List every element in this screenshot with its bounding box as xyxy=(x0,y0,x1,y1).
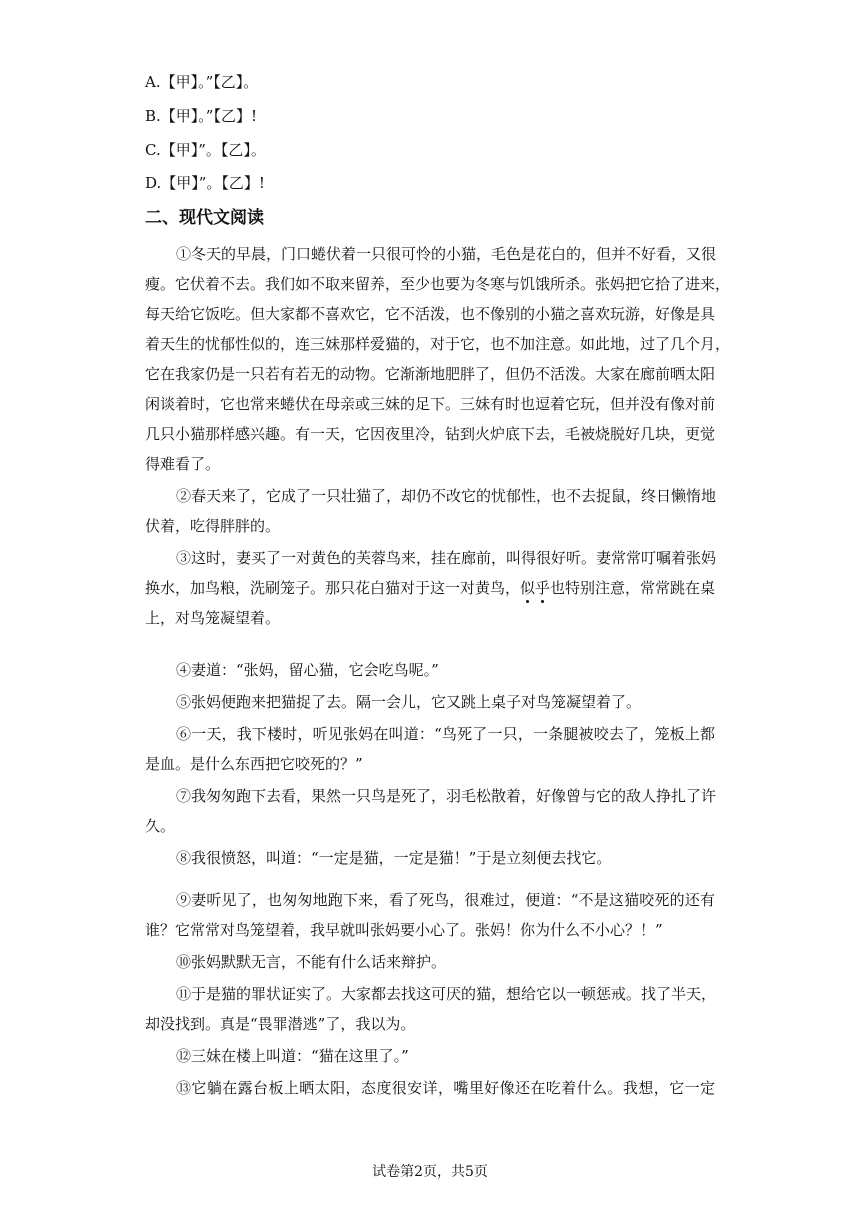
passage-line: 瘦。它伏着不去。我们如不取来留养，至少也要为冬寒与饥饿所杀。张妈把它拾了进来， xyxy=(145,275,731,293)
passage-line: ④妻道：“张妈，留心猫，它会吃鸟呢。” xyxy=(176,661,439,679)
passage-line: ⑧我很愤怒，叫道：“一定是猫，一定是猫！”于是立刻便去找它。 xyxy=(176,849,612,867)
passage-line: ①冬天的早晨，门口蜷伏着一只很可怜的小猫，毛色是花白的，但并不好看，又很 xyxy=(176,245,717,263)
passage-line: ⑦我匆匆跑下去看，果然一只鸟是死了，羽毛松散着，好像曾与它的敌人挣扎了许 xyxy=(176,787,717,805)
passage-line: 它在我家仍是一只若有若无的动物。它渐渐地肥胖了，但仍不活泼。大家在廊前晒太阳 xyxy=(145,365,716,383)
passage-line: 上，对鸟笼凝望着。 xyxy=(145,609,281,627)
option-d: D.【甲】”。【乙】! xyxy=(145,174,265,192)
page-footer: 试卷第2页，共5页 xyxy=(372,1164,488,1180)
emphasis-char: 似 xyxy=(520,579,536,597)
passage-line: ⑬它躺在露台板上晒太阳，态度很安详，嘴里好像还在吃着什么。我想，它一定 xyxy=(176,1079,715,1097)
section-title: 二、现代文阅读 xyxy=(145,208,264,228)
option-c: C.【甲】”。【乙】。 xyxy=(145,141,266,159)
passage-line: ②春天来了，它成了一只壮猫了，却仍不改它的忧郁性，也不去捉鼠，终日懒惰地 xyxy=(176,487,717,505)
passage-line: ⑤张妈便跑来把猫捉了去。隔一会儿，它又跳上桌子对鸟笼凝望着了。 xyxy=(176,693,642,711)
emphasis-char: 乎 xyxy=(535,579,551,597)
passage-line: 每天给它饭吃。但大家都不喜欢它，它不活泼，也不像别的小猫之喜欢玩游，好像是具 xyxy=(145,305,716,323)
passage-line: ③这时，妻买了一对黄色的芙蓉鸟来，挂在廊前，叫得很好听。妻常常叮嘱着张妈 xyxy=(176,549,717,567)
passage-line: ⑥一天，我下楼时，听见张妈在叫道：“鸟死了一只，一条腿被咬去了，笼板上都 xyxy=(176,725,715,743)
option-b: B.【甲】。”【乙】! xyxy=(145,107,257,125)
passage-line: 谁？它常常对鸟笼望着，我早就叫张妈要小心了。张妈！你为什么不小心？！” xyxy=(145,921,663,939)
passage-line: 换水，加鸟粮，洗刷笼子。那只花白猫对于这一对黄鸟，似乎也特别注意，常常跳在桌 xyxy=(145,579,716,597)
passage-line: 久。 xyxy=(145,817,176,835)
passage-line: ⑩张妈默默无言，不能有什么话来辩护。 xyxy=(176,953,447,971)
passage-line: 闲谈着时，它也常来蜷伏在母亲或三妹的足下。三妹有时也逗着它玩，但并没有像对前 xyxy=(145,395,716,413)
passage-line: 却没找到。真是“畏罪潜逃”了，我以为。 xyxy=(145,1015,416,1033)
passage-line: 几只小猫那样感兴趣。有一天，它因夜里冷，钻到火炉底下去，毛被烧脱好几块，更觉 xyxy=(145,425,716,443)
passage-line: 得难看了。 xyxy=(145,455,221,473)
passage-line: 着天生的忧郁性似的，连三妹那样爱猫的，对于它，也不加注意。如此地，过了几个月， xyxy=(145,335,731,353)
option-a: A.【甲】。”【乙】。 xyxy=(145,73,259,91)
passage-line: 伏着，吃得胖胖的。 xyxy=(145,517,281,535)
passage-line: ⑨妻听见了，也匆匆地跑下来，看了死鸟，很难过，便道：“不是这猫咬死的还有 xyxy=(176,891,715,909)
passage-line: ⑫三妹在楼上叫道：“猫在这里了。” xyxy=(176,1047,409,1065)
passage-line: ⑪于是猫的罪状证实了。大家都去找这可厌的猫，想给它以一顿惩戒。找了半天， xyxy=(176,985,717,1003)
passage-line: 是血。是什么东西把它咬死的？” xyxy=(145,755,363,773)
